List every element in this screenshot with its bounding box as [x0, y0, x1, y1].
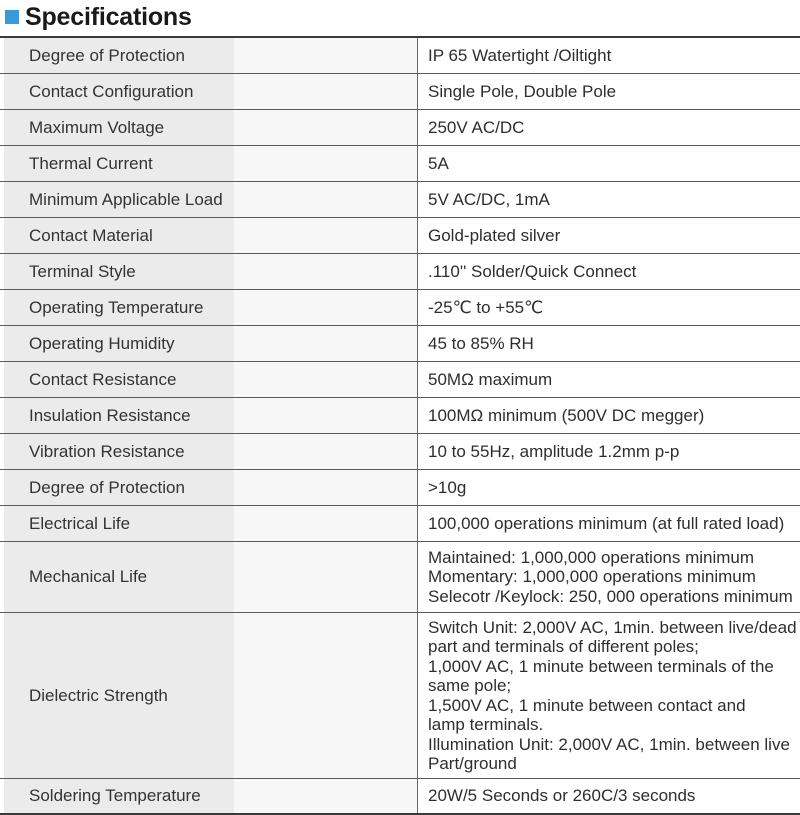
spec-value-line: Maintained: 1,000,000 operations minimum — [428, 547, 755, 567]
spec-label-cell — [0, 326, 418, 361]
spec-value-cell — [418, 254, 800, 289]
spec-value-line: 50MΩ maximum — [428, 369, 553, 389]
spec-value-line: 5A — [428, 153, 449, 173]
spec-label: Contact Material — [29, 225, 153, 245]
spec-label: Electrical Life — [29, 513, 131, 533]
specifications-header — [0, 0, 800, 34]
table-row — [0, 145, 800, 181]
spec-label: Insulation Resistance — [29, 405, 191, 425]
spec-value-cell — [418, 218, 800, 253]
spec-label: Terminal Style — [29, 261, 136, 281]
spec-label: Degree of Protection — [29, 45, 185, 65]
spec-value-line: Switch Unit: 2,000V AC, 1min. between live/dead — [428, 617, 797, 637]
page-title: Specifications — [25, 2, 192, 31]
spec-label-cell — [0, 38, 418, 73]
spec-label: Contact Configuration — [29, 81, 194, 101]
spec-value-line: IP 65 Watertight /Oiltight — [428, 45, 612, 65]
table-row — [0, 253, 800, 289]
spec-value-cell — [418, 110, 800, 145]
spec-value-line: Single Pole, Double Pole — [428, 81, 617, 101]
spec-label-cell — [0, 398, 418, 433]
spec-label: Mechanical Life — [29, 567, 148, 586]
table-row — [0, 361, 800, 397]
table-row — [0, 325, 800, 361]
spec-value-line: 250V AC/DC — [428, 117, 525, 137]
table-row — [0, 541, 800, 612]
spec-value-line: Gold-plated silver — [428, 225, 561, 245]
spec-label: Operating Humidity — [29, 333, 175, 353]
spec-value-cell — [418, 613, 800, 778]
spec-value-cell — [418, 326, 800, 361]
table-row — [0, 109, 800, 145]
title-square-icon — [5, 10, 19, 24]
table-row — [0, 469, 800, 505]
spec-label-cell — [0, 218, 418, 253]
specifications-table — [0, 36, 800, 815]
spec-value-cell — [418, 506, 800, 541]
spec-value-line: .110'' Solder/Quick Connect — [428, 261, 637, 281]
spec-value-line: Illumination Unit: 2,000V AC, 1min. between live — [428, 734, 790, 754]
spec-label-cell — [0, 146, 418, 181]
spec-value-cell — [418, 74, 800, 109]
spec-value-cell — [418, 38, 800, 73]
spec-label-cell — [0, 290, 418, 325]
spec-value-cell — [418, 470, 800, 505]
spec-label: Maximum Voltage — [29, 117, 165, 137]
spec-value-cell — [418, 434, 800, 469]
spec-value-line: -25℃ to +55℃ — [428, 297, 544, 317]
table-row — [0, 36, 800, 73]
spec-label-cell — [0, 613, 418, 778]
spec-value-cell — [418, 182, 800, 217]
spec-value-line: >10g — [428, 477, 467, 497]
spec-value-cell — [418, 542, 800, 612]
spec-label-cell — [0, 362, 418, 397]
spec-value-line: 100,000 operations minimum (at full rated load) — [428, 513, 785, 533]
spec-label: Thermal Current — [29, 153, 153, 173]
spec-label: Minimum Applicable Load — [29, 189, 223, 209]
spec-label-cell — [0, 182, 418, 217]
spec-value-line: Part/ground — [428, 754, 517, 773]
spec-value-line: 45 to 85% RH — [428, 333, 534, 353]
spec-value-line: 20W/5 Seconds or 260C/3 seconds — [428, 786, 696, 806]
spec-label-cell — [0, 506, 418, 541]
table-row — [0, 433, 800, 469]
table-row — [0, 778, 800, 815]
table-row — [0, 612, 800, 778]
table-row — [0, 397, 800, 433]
spec-value-line: same pole; — [428, 676, 512, 695]
spec-label: Degree of Protection — [29, 477, 185, 497]
table-row — [0, 181, 800, 217]
spec-value-line: 1,000V AC, 1 minute between terminals of the — [428, 656, 774, 676]
table-row — [0, 289, 800, 325]
spec-label: Dielectric Strength — [29, 685, 168, 705]
spec-label-cell — [0, 779, 418, 813]
spec-value-line: 100MΩ minimum (500V DC megger) — [428, 405, 705, 425]
spec-label: Contact Resistance — [29, 369, 177, 389]
spec-value-cell — [418, 398, 800, 433]
spec-label-cell — [0, 434, 418, 469]
spec-value-line: part and terminals of different poles; — [428, 637, 699, 656]
spec-value-line: 1,500V AC, 1 minute between contact and — [428, 695, 746, 715]
spec-label-cell — [0, 254, 418, 289]
spec-value-cell — [418, 362, 800, 397]
spec-value-line: lamp terminals. — [428, 715, 544, 734]
spec-label-cell — [0, 74, 418, 109]
spec-value-line: Selecotr /Keylock: 250, 000 operations minimum — [428, 586, 793, 606]
spec-value-line: 5V AC/DC, 1mA — [428, 189, 550, 209]
spec-label-cell — [0, 542, 418, 612]
spec-value-cell — [418, 779, 800, 813]
spec-value-cell — [418, 146, 800, 181]
spec-label: Operating Temperature — [29, 297, 204, 317]
spec-label-cell — [0, 470, 418, 505]
spec-value-cell — [418, 290, 800, 325]
spec-label-cell — [0, 110, 418, 145]
spec-value-line: 10 to 55Hz, amplitude 1.2mm p-p — [428, 441, 680, 461]
table-row — [0, 217, 800, 253]
spec-label: Vibration Resistance — [29, 441, 185, 461]
spec-value-line: Momentary: 1,000,000 operations minimum — [428, 567, 756, 587]
table-row — [0, 505, 800, 541]
spec-label: Soldering Temperature — [29, 786, 201, 805]
table-row — [0, 73, 800, 109]
